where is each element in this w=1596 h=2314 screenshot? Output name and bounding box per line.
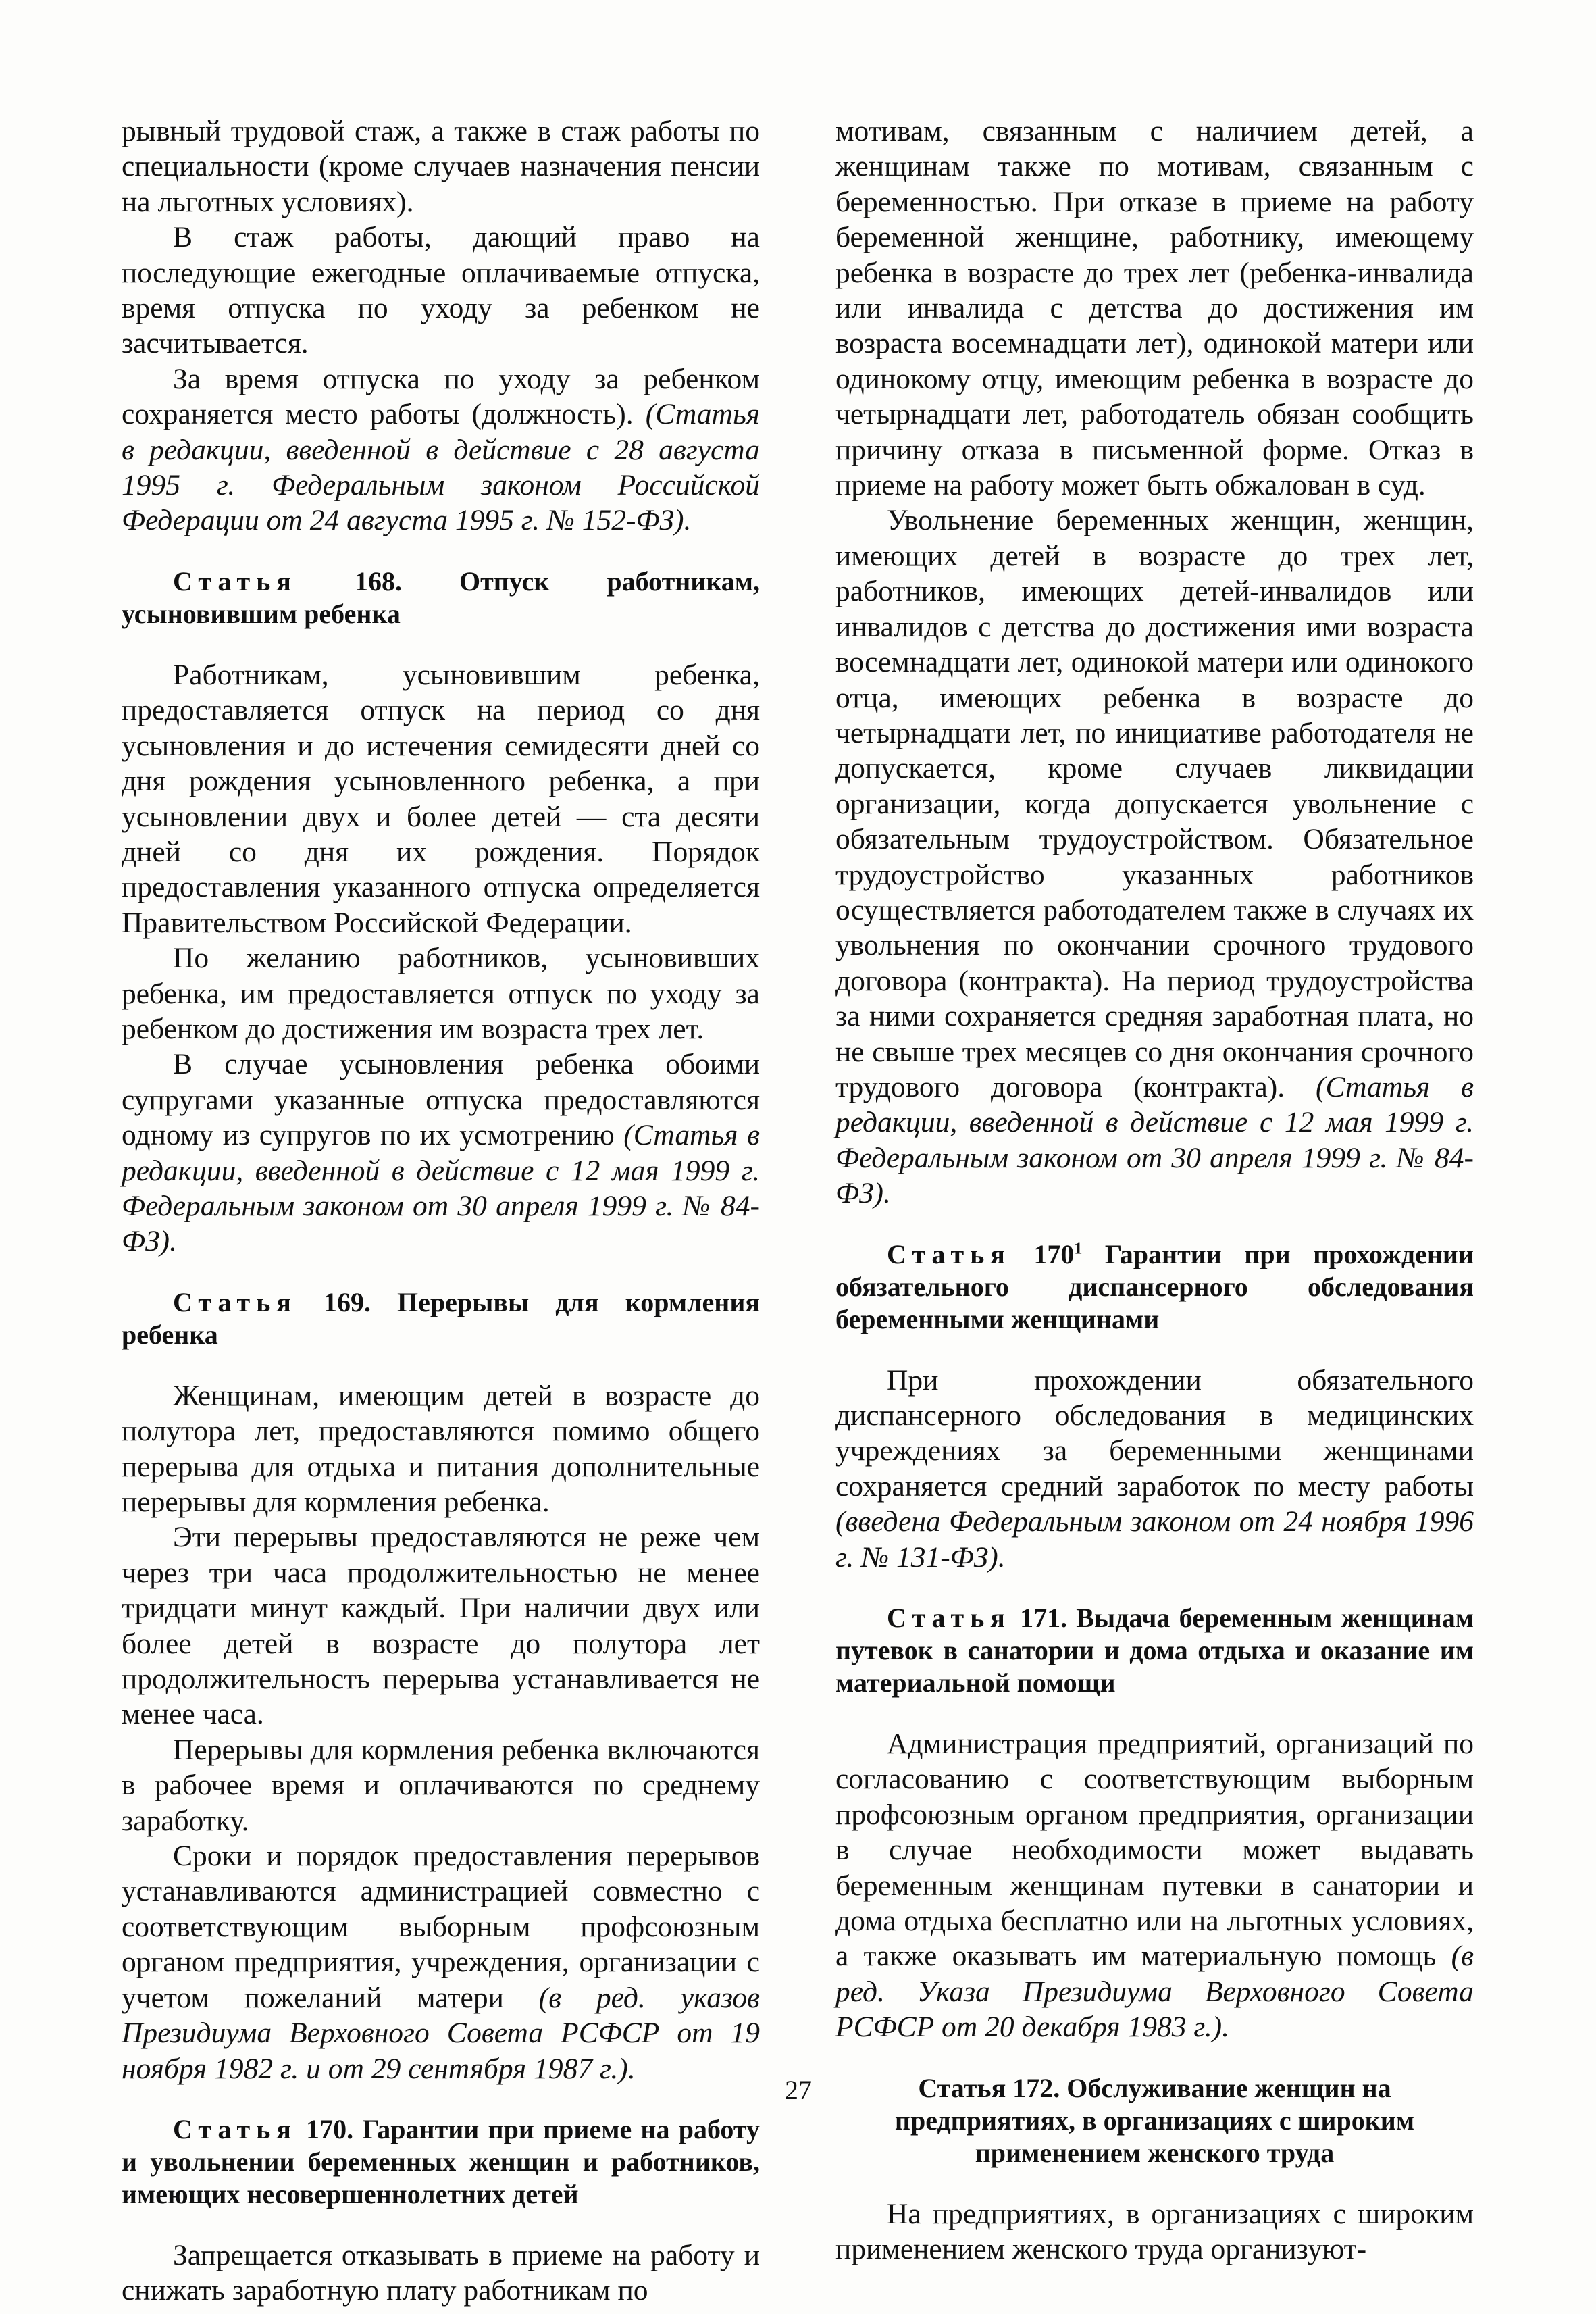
paragraph <box>835 1726 1474 2045</box>
article-170-heading <box>122 2113 760 2211</box>
paragraph: Работникам, усыновившим ребенка, предоставляется отпуск на период со дня усыновления и до истечения семидесяти дней со дня рождения усыновленного ребенка, а при усыновлении двух и более детей — ста десяти дней со дня их рождения. Порядок предоставления указанного отпуска определяется Правительством Российской Федерации. <box>122 658 760 939</box>
article-label: Статья <box>173 1286 297 1317</box>
paragraph: мотивам, связанным с наличием детей, а женщинам также по мотивам, связанным с беременностью. При отказе в приеме на работу беременной женщине, работнику, имеющему ребенка в возрасте до трех лет (ребенка-инвалида или инвалида с детства до достижения им возраста восемнадцати лет), одинокой матери или одинокому отцу, имеющим ребенка в возрасте до четырнадцати лет, работодатель обязан сообщить причину отказа в письменной форме. Отказ в приеме на работу может быть обжалован в суд. <box>835 115 1474 502</box>
paragraph-text: В случае усыновления ребенка обоими супругами указанные отпуска предоставляются одному из супругов по их усмотрению <box>122 1048 760 1152</box>
article-label: Статья <box>173 2113 297 2144</box>
editorial-reference: (в ред. Указа Президиума Верховного Совета РСФСР от 20 декабря 1983 г.). <box>835 1940 1474 2044</box>
article-171-heading <box>835 1602 1474 1699</box>
paragraph <box>122 1838 760 2086</box>
article-title: 169. Перерывы для кормления ребенка <box>122 1286 761 1350</box>
left-column <box>122 114 760 2309</box>
paragraph: В стаж работы, дающий право на последующие ежегодные оплачиваемые отпуска, время отпуска по уходу за ребенком не засчитывается. <box>122 221 760 360</box>
paragraph <box>122 361 760 538</box>
editorial-reference: (Статья в редакции, введенной в действие с 12 мая 1999 г. Федеральным законом от 30 апреля 1999 г. № 84-ФЗ). <box>122 1119 760 1258</box>
editorial-reference: (введена Федеральным законом от 24 ноября 1996 г. № 131-ФЗ). <box>835 1505 1474 1574</box>
paragraph-text: Администрация предприятий, организаций по согласованию с соответствующим выборным профсоюзным органом предприятия, организации в случае необходимости может выдавать беременным женщинам путевки в санатории и дома отдыха бесплатно или на льготных условиях, а также оказывать им материальную помощь <box>835 1728 1474 1973</box>
paragraph-text: За время отпуска по уходу за ребенком сохраняется место работы (должность). <box>122 362 760 431</box>
page-number: 27 <box>785 2075 812 2105</box>
paragraph-text: Сроки и порядок предоставления перерывов устанавливаются администрацией совместно с соответствующим выборным профсоюзным органом предприятия, учреждения, организации с учетом пожеланий матери <box>122 1840 760 2014</box>
article-superscript: 1 <box>1074 1240 1083 1258</box>
article-label: Статья <box>887 1238 1011 1269</box>
paragraph: рывный трудовой стаж, а также в стаж работы по специальности (кроме случаев назначения пенсии на льготных условиях). <box>122 115 760 218</box>
paragraph: По желанию работников, усыновивших ребенка, им предоставляется отпуск по уходу за ребенком до достижения им возраста трех лет. <box>122 942 760 1045</box>
article-label: Статья <box>173 565 297 597</box>
article-172-heading: Статья 172. Обслуживание женщин на предприятиях, в организациях с широким применением женского труда <box>894 2072 1415 2168</box>
article-title: 168. Отпуск работникам, усыновившим ребенка <box>122 565 760 629</box>
paragraph-text: Увольнение беременных женщин, женщин, имеющих детей в возрасте до трех лет, работников, имеющих детей-инвалидов или инвалидов с детства до достижения ими возраста восемнадцати лет, одинокой матери или одинокого отца, имеющих ребенка в возрасте до четырнадцати лет, по инициативе работодателя не допускается, кроме случаев ликвидации организации, когда допускается увольнение с обязательным трудоустройством. Обязательное трудоустройство указанных работников осуществляется работодателем также в случаях их увольнения по окончании срочного трудового договора (контракта). На период трудоустройства за ними сохраняется средняя заработная плата, но не свыше трех месяцев со дня окончания срочного трудового договора (контракта). <box>835 504 1474 1103</box>
article-title: 170. Гарантии при приеме на работу и увольнении беременных женщин и работников, имеющих несовершеннолетних детей <box>122 2113 761 2209</box>
article-170-1-heading <box>835 1238 1474 1336</box>
paragraph-text: При прохождении обязательного диспансерного обследования в медицинских учреждениях за беременными женщинами сохраняется средний заработок по месту работы <box>835 1363 1474 1503</box>
editorial-reference: (Статья в редакции, введенной в действие с 28 августа 1995 г. Федеральным законом Российской Федерации от 24 августа 1995 г. № 152-ФЗ). <box>122 398 760 537</box>
editorial-reference: (в ред. указов Президиума Верховного Совета РСФСР от 19 ноября 1982 г. и от 29 сентября 1987 г.). <box>122 1981 760 2085</box>
article-label: Статья <box>887 1603 1011 1634</box>
paragraph: На предприятиях, в организациях с широким применением женского труда организуют- <box>835 2197 1474 2266</box>
paragraph: Запрещается отказывать в приеме на работу и снижать заработную плату работникам по <box>122 2238 760 2307</box>
paragraph: Перерывы для кормления ребенка включаются в рабочее время и оплачиваются по среднему заработку. <box>122 1733 760 1837</box>
paragraph: Женщинам, имеющим детей в возрасте до полутора лет, предоставляются помимо общего перерыва для отдыха и питания дополнительные перерывы для кормления ребенка. <box>122 1379 760 1518</box>
article-169-heading <box>122 1286 760 1351</box>
article-title: Гарантии при прохождении обязательного диспансерного обследования беременными женщинами <box>835 1238 1474 1334</box>
paragraph: Эти перерывы предоставляются не реже чем через три часа продолжительностью не менее тридцати минут каждый. При наличии двух или более детей в возрасте до полутора лет продолжительность перерыва устанавливается не менее часа. <box>122 1521 760 1731</box>
right-column <box>835 114 1474 2267</box>
article-number: 170 <box>1033 1238 1075 1269</box>
article-title: 171. Выдача беременным женщинам путевок в санатории и дома отдыха и оказание им материальной помощи <box>835 1603 1474 1699</box>
editorial-reference: (Статья в редакции, введенной в действие с 12 мая 1999 г. Федеральным законом от 30 апреля 1999 г. № 84-ФЗ). <box>835 1070 1474 1210</box>
paragraph <box>835 1363 1474 1575</box>
article-168-heading <box>122 565 760 630</box>
paragraph <box>835 503 1474 1211</box>
paragraph <box>122 1047 760 1259</box>
